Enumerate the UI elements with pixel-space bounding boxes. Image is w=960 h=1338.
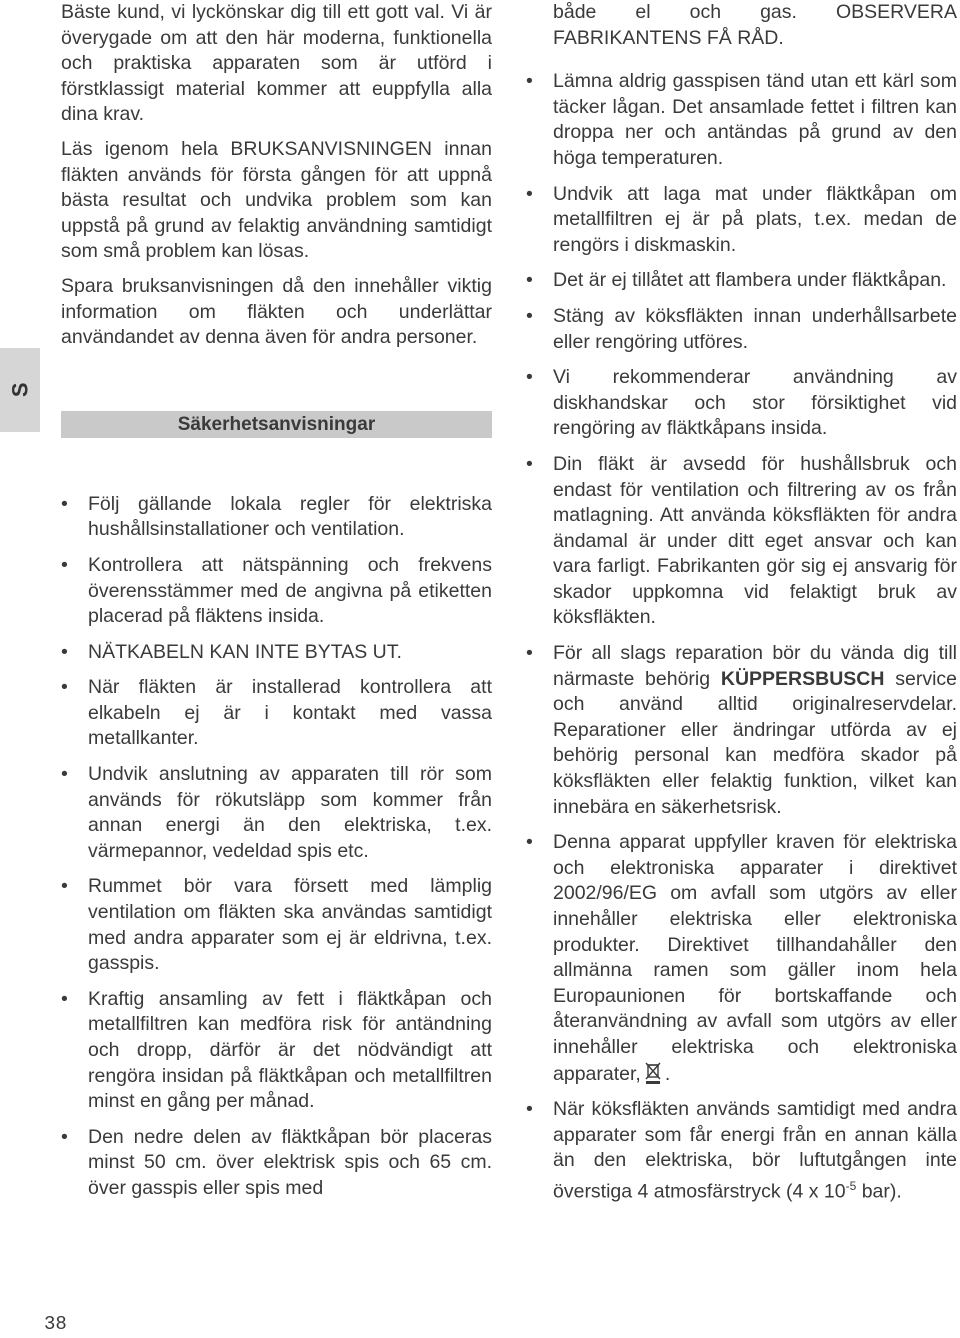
bullet-icon: • (526, 70, 533, 93)
bullet-icon: • (61, 1125, 68, 1148)
list-item-text: Din fläkt är avsedd för hushållsbruk och endast för ventilation och filtrering av os från matlagning. Att använda köksfläkten för andra ändamal är under ditt eget ansvar och kan vara farligt. Fabrikanten gör sig ej ansvarig för skador uppkomna vid felaktigt bruk av köksfläkten. (553, 452, 957, 629)
list-item-text: När fläkten är installerad kontrollera att elkabeln ej är i kontakt med vassa metallkanter. (88, 676, 492, 750)
list-item-text: Undvik att laga mat under fläktkåpan om metallfiltren ej är på plats, t.ex. medan de rengörs i diskmaskin. (553, 182, 957, 256)
bullet-icon: • (61, 987, 68, 1010)
bullet-icon: • (526, 452, 533, 475)
list-item (61, 492, 492, 543)
list-item (526, 69, 957, 171)
list-item-text: bar). (856, 1180, 902, 1203)
list-item-text: både el och gas. OBSERVERA FABRIKANTENS FÅ RÅD. (553, 1, 957, 49)
list-item-text: . (664, 1062, 671, 1085)
list-item-pressure (526, 1097, 957, 1205)
bullet-icon: • (526, 366, 533, 389)
list-item (526, 365, 957, 442)
list-item-text: Följ gällande lokala regler för elektriska hushållsinstallationer och ventilation. (88, 492, 492, 541)
bullet-icon: • (526, 1098, 533, 1121)
safety-list (61, 492, 492, 1202)
intro-paragraph: Spara bruksanvisningen då den innehåller viktig information om fläkten och underlättar användandet av denna även för andra personer. (61, 274, 492, 349)
list-item-text: För all slags reparation bör du vända dig till närmaste behörig (553, 642, 957, 690)
bullet-icon: • (526, 642, 533, 665)
list-item-text: Vi rekommenderar användning av diskhandskar och stor försiktighet vid rengöring av fläktkåpans insida. (553, 366, 957, 440)
bullet-icon: • (61, 763, 68, 786)
list-item (61, 874, 492, 976)
list-item-text: När köksfläkten används samtidigt med andra apparater som får energi från en annan källa än den elektriska, bör luftutgången inte överstiga 4 atmosfärstryck (4 x 10 (553, 1098, 957, 1203)
crossed-out-wheelie-bin-icon (644, 1061, 662, 1085)
list-item-text: Denna apparat uppfyller kraven för elektriska och elektroniska apparater i direktivet 2002/96/EG om avfall som utgörs av eller innehåller elektriska eller elektroniska produkter. Direktivet tillhandahåller den allmänna ramen som gäller inom hela Europaunionen för bortskaffande och återanvändning av avfall som utgörs av eller innehåller elektriska och elektroniska apparater, (553, 831, 957, 1085)
intro-paragraph: Läs igenom hela BRUKSANVISNINGEN innan fläkten används för första gången för att uppnå bästa resultat och undvika problem som kan uppstå på grund av felaktig användning samtidigt som små problem kan lösas. (61, 137, 492, 263)
bullet-icon: • (61, 553, 68, 576)
list-item (61, 762, 492, 864)
list-item-continuation (526, 0, 957, 51)
list-item-text: Stäng av köksfläkten innan underhållsarbete eller rengöring utföres. (553, 304, 957, 353)
intro-paragraph: Bäste kund, vi lyckönskar dig till ett gott val. Vi är överygade om att den här moderna, funktionella och praktiska apparaten som är utförd i förstklassigt material kommer att euppfylla alla dina krav. (61, 1, 492, 126)
list-item (526, 304, 957, 355)
list-item-text: Rummet bör vara försett med lämplig ventilation om fläkten ska användas samtidigt med andra apparater som ej är eldrivna, t.ex. gasspis. (88, 875, 492, 975)
list-item (61, 553, 492, 630)
list-item-text: Lämna aldrig gasspisen tänd utan ett kärl som täcker lågan. Det ansamlade fettet i filtren kan droppa ner och antändas på grund av den höga temperaturen. (553, 70, 957, 169)
list-item (61, 640, 492, 666)
brand-name: KÜPPERSBUSCH (720, 667, 885, 690)
exponent: -5 (845, 1178, 857, 1193)
right-column (526, 0, 957, 1215)
bullet-icon: • (526, 182, 533, 205)
bullet-icon: • (526, 304, 533, 327)
safety-list-continued (526, 0, 957, 1205)
language-tab (0, 348, 40, 432)
section-heading: Säkerhetsanvisningar (61, 411, 492, 438)
page-number: 38 (44, 1313, 67, 1335)
list-item-text: service och använd alltid originalreservdelar. Reparationer eller ändringar utförda av ej behörig personal kan medföra skador på köksfläkten eller felaktig funktion, vilket kan innebära en säkerhetsrisk. (553, 667, 957, 818)
list-item (61, 1125, 492, 1202)
list-item-weee (526, 830, 957, 1087)
list-item (526, 268, 957, 294)
list-item-text: Undvik anslutning av apparaten till rör som används för rökutsläpp som kommer från annan energi än den elektriska, t.ex. värmepannor, vedeldad spis etc. (88, 763, 492, 862)
list-item-text: Kraftig ansamling av fett i fläktkåpan och metallfiltren kan medföra risk för antändning och dropp, därför är det nödvändigt att rengöra insidan på fläktkåpan och metallfiltren minst en gång per månad. (88, 987, 492, 1113)
language-tab-label: S (7, 382, 33, 398)
bullet-icon: • (526, 269, 533, 292)
list-item (61, 675, 492, 752)
list-item-text: Den nedre delen av fläktkåpan bör placeras minst 50 cm. över elektrisk spis och 65 cm. över gasspis eller spis med (88, 1125, 492, 1199)
list-item-text: NÄTKABELN KAN INTE BYTAS UT. (88, 640, 402, 663)
list-item-text: Det är ej tillåtet att flambera under fläktkåpan. (553, 269, 947, 292)
bullet-icon: • (61, 875, 68, 898)
list-item (526, 182, 957, 259)
list-item-text: Kontrollera att nätspänning och frekvens överensstämmer med de angivna på etiketten placerad på fläktens insida. (88, 553, 492, 628)
bullet-icon: • (526, 831, 533, 854)
bullet-icon: • (61, 676, 68, 699)
list-item (526, 452, 957, 631)
left-column (61, 0, 492, 1212)
bullet-icon: • (61, 492, 68, 515)
bullet-icon: • (61, 640, 68, 663)
list-item-repair (526, 641, 957, 820)
list-item (61, 987, 492, 1115)
